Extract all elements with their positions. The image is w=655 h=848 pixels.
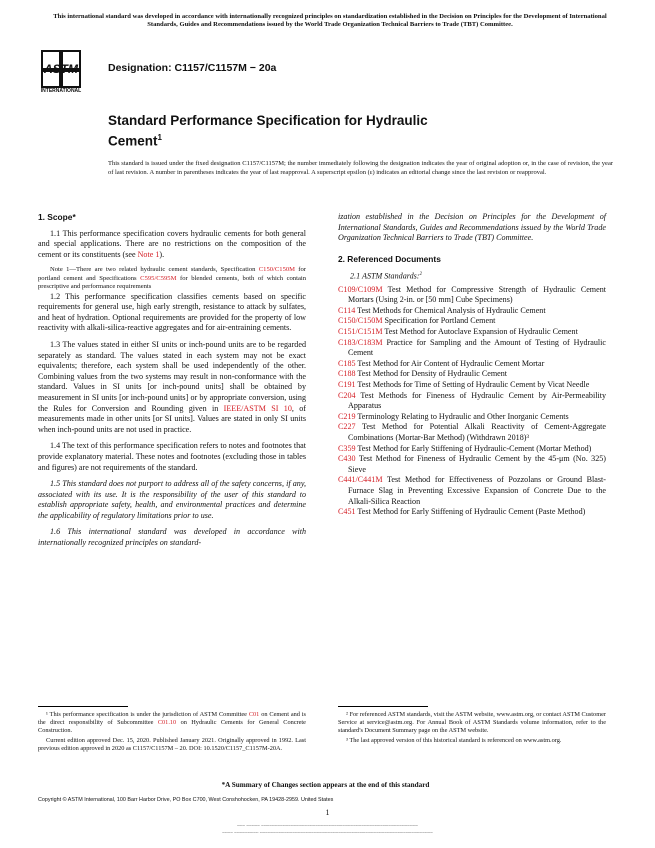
footnote-3: ³ The last approved version of this historical standard is referenced on www.astm.org.	[346, 737, 562, 744]
reference-title: Practice for Sampling and the Amount of Testing of Hydraulic Cement	[348, 337, 606, 358]
reference-code-link[interactable]: C109/C109M	[338, 284, 383, 294]
reference-code-link[interactable]: C451	[338, 507, 356, 517]
reference-item	[338, 306, 606, 317]
footnote-rule	[38, 706, 128, 707]
copyright: Copyright © ASTM International, 100 Barr Harbor Drive, PO Box C700, West Conshohocken, PA 19428-2959. United States	[38, 797, 334, 803]
footnote-2: ² For referenced ASTM standards, visit the ASTM website, www.astm.org, or contact ASTM Customer Service at service@astm.org. For Annual Book of ASTM Standards volume information, refer to the standard's Document Summary page on the ASTM website.	[338, 711, 606, 734]
reference-title: Test Methods for Time of Setting of Hydraulic Cement by Vicat Needle	[355, 380, 590, 389]
reference-item	[338, 338, 606, 359]
reference-code-link[interactable]: C441/C441M	[338, 475, 383, 485]
right-column	[338, 212, 606, 518]
reference-code-link[interactable]: C183/C183M	[338, 337, 383, 347]
reference-title: Test Method for Potential Alkali Reactivity of Cement-Aggregate Combinations (Mortar-Bar Method) (Withdrawn 2018)³	[348, 422, 606, 442]
para-1-2: 1.2 This performance specification classifies cements based on specific requirements for general use, high early strength, resistance to attack by sulfates, and heat of hydration. Optional requirements are provided for the property of low reactivity with alkali-silica-reactive aggregates and for air-entraining cements.	[38, 291, 306, 333]
reference-title: Test Method for Early Stiffening of Hydraulic-Cement (Mortar Method)	[355, 443, 592, 453]
page-number: 1	[325, 808, 330, 817]
page-title	[108, 112, 438, 150]
c595-link[interactable]: C595/C595M	[140, 274, 177, 282]
reference-title: Terminology Relating to Hydraulic and Other Inorganic Cements	[355, 411, 569, 421]
footnote-rule	[338, 706, 428, 707]
reference-title: Test Method for Effectiveness of Pozzolans or Ground Blast-Furnace Slag in Preventing Excessive Expansion of Concrete Due to the Alkali-Silica Reaction	[348, 475, 606, 506]
reference-item	[338, 359, 606, 370]
note-1: Note 1—There are two related hydraulic cement standards, Specification C150/C150M for portland cement and Specifications C595/C595M for blended cements, both of which contain prescriptive and performance requirements	[38, 266, 306, 291]
reference-code-link[interactable]: C151/C151M	[338, 327, 383, 337]
reference-item	[338, 475, 606, 507]
designation: Designation: C1157/C1157M − 20a	[108, 62, 277, 74]
reference-item	[338, 422, 606, 443]
reference-code-link[interactable]: C150/C150M	[338, 316, 383, 326]
reference-item	[338, 369, 606, 380]
reference-item	[338, 454, 606, 475]
reference-title: Test Method for Density of Hydraulic Cement	[355, 369, 508, 379]
si10-link[interactable]: IEEE/ASTM SI 10	[223, 403, 292, 413]
reference-code-link[interactable]: C114	[338, 305, 356, 315]
reference-code-link[interactable]: C191	[338, 380, 356, 389]
title-text: Standard Performance Specification for Hydraulic Cement	[108, 113, 428, 149]
reference-item	[338, 391, 606, 412]
issuance-statement: This standard is issued under the fixed designation C1157/C1157M; the number immediately following the designation indicates the year of original adoption or, in the case of revision, the year of last revision. A number in parentheses indicates the year of last reapproval. A superscript epsilon (ε) indicates an editorial change since the last revision or reapproval.	[108, 160, 613, 176]
reference-title: Specification for Portland Cement	[382, 316, 496, 326]
reference-item	[338, 327, 606, 338]
reference-code-link[interactable]: C227	[338, 422, 356, 432]
para-1-6: 1.6 This international standard was developed in accordance with internationally recognized principles on standard-	[38, 527, 306, 548]
para-1-3: 1.3 The values stated in either SI units or inch-pound units are to be regarded separately as standard. The values stated in each system may not be exact equivalents; therefore, each system shall be used independently of the other. Combining values from the two systems may result in non-conformance with the standard. Values in SI units [or inch-pound units] shall be obtained by measurement in SI units [or inch-pound units] or by appropriate conversion, using the Rules for Conversion and Rounding given in IEEE/ASTM SI 10, of measurements made in other units [or SI units]. Values are stated in only SI units when inch-pound units are not used in practice.	[38, 339, 306, 434]
footnote-1: ¹ This performance specification is under the jurisdiction of ASTM Committee C01 on Cement and is the direct responsibility of Subcommittee C01.10 on Hydraulic Cements for General Concrete Construction.	[38, 711, 306, 734]
c150-link[interactable]: C150/C150M	[258, 266, 296, 274]
para-1-4: 1.4 The text of this performance specification refers to notes and footnotes that provide explanatory material. These notes and footnotes (excluding those in tables and figures) are not requirements of the standard.	[38, 441, 306, 472]
logo-caption: INTERNATIONAL	[40, 88, 82, 93]
footnotes-right	[338, 706, 606, 745]
reference-list	[338, 285, 606, 518]
reference-item	[338, 507, 606, 518]
reference-item	[338, 380, 606, 391]
scope-heading: 1. Scope*	[38, 212, 76, 222]
left-column	[38, 212, 306, 555]
reference-code-link[interactable]: C430	[338, 454, 356, 464]
c01-link[interactable]: C01	[248, 711, 260, 718]
reference-code-link[interactable]: C185	[338, 358, 356, 368]
c01-10-link[interactable]: C01.10	[157, 719, 177, 726]
reference-title: Test Method for Autoclave Expansion of Hydraulic Cement	[382, 327, 578, 337]
reference-title: Test Method for Early Stiffening of Hydraulic Cement (Paste Method)	[355, 507, 586, 517]
watermark-line: ~~~ ~~~~~ ~~~~~~~~~~~~~~~~~~~~~~~~~~~~~~~~~~~~~~~~~~~~~~~~~~~~~~~~~~	[236, 824, 419, 829]
reference-code-link[interactable]: C359	[338, 443, 356, 453]
title-footnote-mark: 1	[157, 133, 162, 142]
reference-item	[338, 316, 606, 327]
reference-code-link[interactable]: C188	[338, 369, 356, 379]
referenced-documents-heading: 2. Referenced Documents	[338, 253, 441, 264]
astm-logo	[36, 47, 86, 93]
reference-item	[338, 412, 606, 423]
reference-title: Test Methods for Fineness of Hydraulic Cement by Air-Permeability Apparatus	[348, 390, 606, 411]
reference-item	[338, 285, 606, 306]
para-1-1: 1.1 This performance specification covers hydraulic cements for both general and special applications. There are no restrictions on the composition of the cement or its constituents (see Note 1).	[38, 228, 306, 259]
watermark-line: ~~~~ ~~~~~~~~~ ~~~~~~~~~~~~~~~~~~~~~~~~~~~~~~~~~~~~~~~~~~~~~~~~~~~~~~~~~~~~~~~~	[222, 831, 433, 836]
reference-title: Test Method for Air Content of Hydraulic Cement Mortar	[355, 358, 545, 368]
reference-title: Test Methods for Chemical Analysis of Hydraulic Cement	[355, 305, 546, 315]
footnotes-left	[38, 706, 306, 753]
scope-continuation: ization established in the Decision on Principles for the Development of International Standards, Guides and Recommendations issued by the World Trade Organization Technical Barriers to Trade (TBT) Committee.	[338, 212, 606, 243]
note-1-link[interactable]: Note 1	[137, 249, 160, 259]
reference-code-link[interactable]: C219	[338, 411, 356, 421]
summary-of-changes-note: *A Summary of Changes section appears at the end of this standard	[221, 781, 430, 789]
top-notice: This international standard was developed in accordance with internationally recognized principles on standardization established in the Decision on Principles for the Development of International Standards, Guides and Recommendations issued by the World Trade Organization Technical Barriers to Trade (TBT) Committee.	[53, 13, 607, 29]
astm-standards-label: 2.1 ASTM Standards:$^2$	[350, 272, 422, 282]
footnote-1-edition: Current edition approved Dec. 15, 2020. Published January 2021. Originally approved in 1992. Last previous edition approved in 2020 as C1157/C1157M – 20. DOI: 10.1520/C1157_C1157M-20A.	[38, 737, 306, 752]
reference-code-link[interactable]: C204	[338, 390, 356, 400]
reference-item	[338, 444, 606, 455]
para-1-5: 1.5 This standard does not purport to address all of the safety concerns, if any, associated with its use. It is the responsibility of the user of this standard to establish appropriate safety, health, and environmental practices and determine the applicability of regulatory limitations prior to use.	[38, 479, 306, 520]
reference-title: Test Method for Compressive Strength of Hydraulic Cement Mortars (Using 2-in. or [50 mm] Cube Specimens)	[348, 284, 606, 305]
logo-text: ASTM	[44, 62, 78, 76]
reference-title: Test Method for Fineness of Hydraulic Cement by the 45-μm (No. 325) Sieve	[348, 454, 606, 474]
